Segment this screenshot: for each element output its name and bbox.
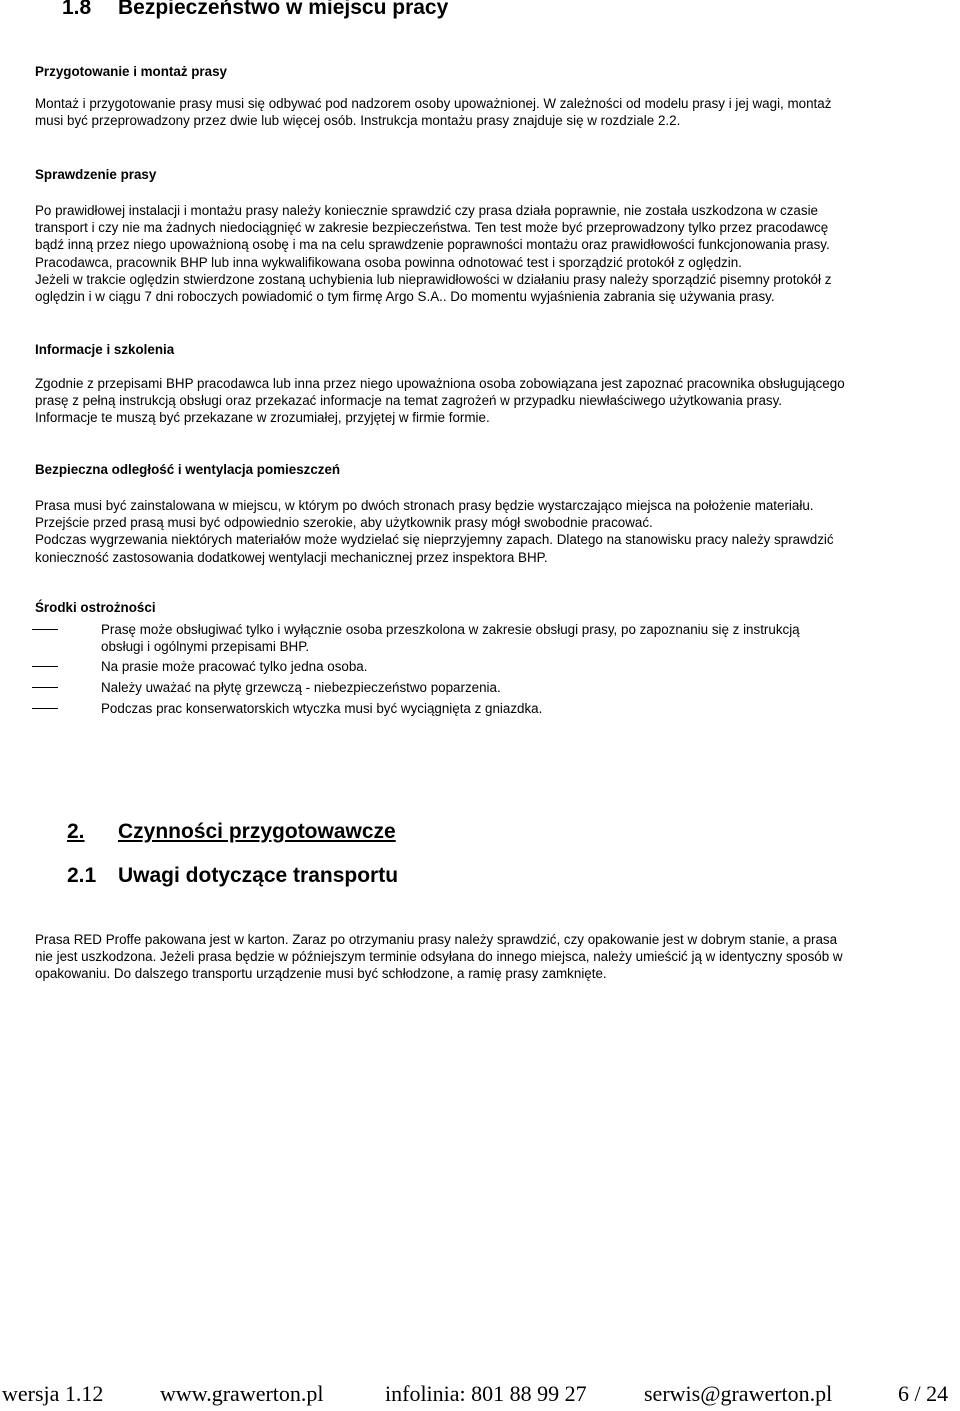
subheading-preparation: Przygotowanie i montaż prasy <box>35 64 227 79</box>
section-heading-2-1 <box>67 864 398 888</box>
paragraph-line: Pracodawca, pracownik BHP lub inna wykwalifikowana osoba powinna odnotować test i sporządzić protokół z oględzin. <box>35 254 742 270</box>
section-title: Czynności przygotowawcze <box>118 820 396 843</box>
footer-website[interactable]: www.grawerton.pl <box>160 1381 324 1406</box>
section-number: 2.1 <box>67 864 97 887</box>
section-number: 1.8 <box>62 0 92 19</box>
paragraph-check <box>35 202 935 305</box>
paragraph-line: Przejście przed prasą musi być odpowiednio szerokie, aby użytkownik prasy mógł swobodnie pracować. <box>35 515 653 531</box>
paragraph-info <box>35 375 935 427</box>
dash-bullet-icon <box>32 629 58 630</box>
paragraph-line: transport i czy nie ma żadnych niedociągnięć w zakresie bezpieczeństwa. Ten test może być przeprowadzony tylko przez pracodawcę <box>35 220 829 236</box>
section-heading-2 <box>67 820 396 844</box>
dash-bullet-icon <box>32 666 58 667</box>
dash-bullet-icon <box>32 708 58 709</box>
paragraph-line: prasę z pełną instrukcją obsługi oraz przekazać informacje na temat zagrożeń w przypadku niewłaściwego użytkowania prasy. <box>35 393 783 409</box>
paragraph-line: bądź inną przez niego upoważnioną osobę i ma na celu sprawdzenie poprawności montażu oraz prawidłowości funkcjonowania prasy. <box>35 237 830 253</box>
footer-email[interactable]: serwis@grawerton.pl <box>644 1381 833 1406</box>
list-item-text: Podczas prac konserwatorskich wtyczka musi być wyciągnięta z gniazdka. <box>101 701 543 716</box>
paragraph-line: Montaż i przygotowanie prasy musi się odbywać pod nadzorem osoby upoważnionej. W zależności od modelu prasy i jej wagi, montaż <box>35 96 832 111</box>
paragraph-line: Podczas wygrzewania niektórych materiałów może wydzielać się nieprzyjemny zapach. Dlatego na stanowisku pracy należy sprawdzić <box>35 532 834 548</box>
paragraph-transport <box>35 931 935 983</box>
footer-page-number: 6 / 24 <box>898 1381 949 1406</box>
paragraph-line: Jeżeli w trakcie oględzin stwierdzone zostaną uchybienia lub nieprawidłowości w działaniu prasy należy sporządzić pisemny protokół z <box>35 271 832 287</box>
paragraph-line: oględzin i w ciągu 7 dni roboczych powiadomić o tym firmę Argo S.A.. Do momentu wyjaśnienia zabrania się używania prasy. <box>35 289 775 305</box>
paragraph-line: Prasa musi być zainstalowana w miejscu, w którym po dwóch stronach prasy będzie wystarczająco miejsca na położenie materiału. <box>35 498 814 513</box>
paragraph-line: musi być przeprowadzony przez dwie lub więcej osób. Instrukcja montażu prasy znajduje się w rozdziale 2.2. <box>35 113 681 129</box>
precautions-list <box>0 621 960 731</box>
subheading-distance: Bezpieczna odległość i wentylacja pomieszczeń <box>35 462 341 477</box>
list-item-text: obsługi i ogólnymi przepisami BHP. <box>101 639 310 654</box>
paragraph-line: opakowaniu. Do dalszego transportu urządzenie musi być schłodzone, a ramię prasy zamknięte. <box>35 966 607 982</box>
paragraph-line: konieczność zastosowania dodatkowej wentylacji mechanicznej przez inspektora BHP. <box>35 549 548 565</box>
paragraph-line: Zgodnie z przepisami BHP pracodawca lub inna przez niego upoważniona osoba zobowiązana jest zapoznać pracownika obsługującego <box>35 376 845 391</box>
subheading-check: Sprawdzenie prasy <box>35 167 157 182</box>
list-item-text: Na prasie może pracować tylko jedna osoba. <box>101 659 368 674</box>
paragraph-distance <box>35 497 935 566</box>
list-item-text: Prasę może obsługiwać tylko i wyłącznie osoba przeszkolona w zakresie obsługi prasy, po zapoznaniu się z instrukcją <box>101 622 800 637</box>
dash-bullet-icon <box>32 687 58 688</box>
paragraph-line: Po prawidłowej instalacji i montażu prasy należy koniecznie sprawdzić czy prasa działa poprawnie, nie została uszkodzona w czasie <box>35 203 818 218</box>
section-title: Uwagi dotyczące transportu <box>118 864 399 887</box>
subheading-info: Informacje i szkolenia <box>35 342 175 357</box>
section-title: Bezpieczeństwo w miejscu pracy <box>118 0 449 19</box>
list-item-text: Należy uważać na płytę grzewczą - niebezpieczeństwo poparzenia. <box>101 680 501 695</box>
footer-hotline: infolinia: 801 88 99 27 <box>385 1381 587 1406</box>
footer-version: wersja 1.12 <box>2 1381 104 1406</box>
paragraph-preparation <box>35 95 935 129</box>
paragraph-line: Informacje te muszą być przekazane w zrozumiałej, przyjętej w firmie formie. <box>35 410 490 426</box>
subheading-precautions: Środki ostrożności <box>35 600 156 615</box>
paragraph-line: Prasa RED Proffe pakowana jest w karton. Zaraz po otrzymaniu prasy należy sprawdzić, czy opakowanie jest w dobrym stanie, a prasa <box>35 932 838 947</box>
section-number: 2. <box>67 820 85 843</box>
paragraph-line: nie jest uszkodzona. Jeżeli prasa będzie w późniejszym terminie odsyłana do innego miejsca, należy umieścić ją w identyczny sposób w <box>35 949 843 965</box>
section-heading-1-8 <box>62 0 448 20</box>
